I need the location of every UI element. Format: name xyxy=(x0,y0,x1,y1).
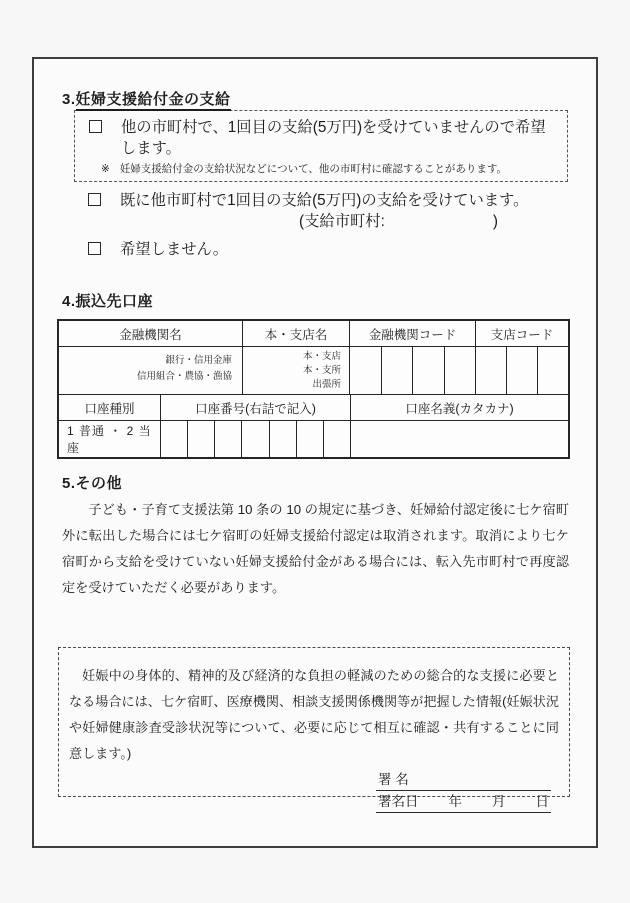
institution-code-cell[interactable] xyxy=(382,347,414,394)
branch-code-cells xyxy=(476,347,568,394)
institution-code-cell[interactable] xyxy=(445,347,476,394)
branch-type-option: 本・支店 xyxy=(302,351,341,362)
benefit-option1-row xyxy=(89,117,559,159)
paying-municipality-field[interactable] xyxy=(385,212,493,226)
checkbox-already-received[interactable] xyxy=(88,193,101,206)
account-number-cell[interactable] xyxy=(188,421,215,457)
other-body-text: 子ども・子育て支援法第 10 条の 10 の規定に基づき、妊婦給付認定後に七ケ宿町外に転出した場合には七ケ宿町の妊婦支援給付認定は取消されます。取消により七ケ宿町から支給を受けていない妊婦支援給付金がある場合には、転入先市町村で再度認定を受けていただく必要があります。 xyxy=(62,502,569,595)
col-account-number: 口座番号(右詰で記入) xyxy=(161,395,351,420)
col-institution-code: 金融機関コード xyxy=(350,321,476,346)
section-number: 5. xyxy=(62,475,76,492)
institution-type-options-line2: 信用組合・農協・漁協 xyxy=(136,371,232,382)
consent-body-text: 妊娠中の身体的、精神的及び経済的な負担の軽減のための総合的な支援に必要となる場合には、七ケ宿町、医療機関、相談支援関係機関等が把握した情報(妊娠状況や妊婦健康診査受診状況等について、必要に応じて相互に確認・共有することに同意します。) xyxy=(69,668,559,761)
signature-date-field[interactable] xyxy=(376,791,551,813)
section-account-title xyxy=(62,290,568,311)
section-benefit-title xyxy=(62,88,568,109)
table-header-row-1 xyxy=(59,321,568,347)
section-number: 3. xyxy=(62,91,76,108)
section-title-text: 振込先口座 xyxy=(75,293,154,310)
note-text: 妊婦支援給付金の支給状況などについて、他の市町村に確認することがあります。 xyxy=(119,163,508,175)
account-number-cell[interactable] xyxy=(270,421,297,457)
benefit-option2-row xyxy=(88,190,568,232)
benefit-option1-box xyxy=(74,110,568,182)
col-branch-name: 本・支店名 xyxy=(243,321,350,346)
note-marker: ※ xyxy=(101,163,110,175)
signature-block xyxy=(376,769,551,813)
checkbox-not-received[interactable] xyxy=(89,120,102,133)
benefit-option1-note xyxy=(101,162,559,177)
checkbox-decline[interactable] xyxy=(88,242,101,255)
branch-code-cell[interactable] xyxy=(476,347,507,394)
institution-code-cell[interactable] xyxy=(413,347,445,394)
section-number: 4. xyxy=(62,293,76,310)
section-account xyxy=(62,290,568,459)
account-number-cell[interactable] xyxy=(215,421,242,457)
bank-account-table xyxy=(57,319,570,459)
section-title-text: その他 xyxy=(75,475,123,492)
signature-label: 署 名 xyxy=(378,772,409,787)
institution-type-options-line1: 銀行・信用金庫 xyxy=(165,355,232,366)
account-holder-cell[interactable] xyxy=(351,421,568,457)
benefit-option3-row xyxy=(88,239,568,260)
section-other-title xyxy=(62,472,568,493)
paying-municipality-line xyxy=(299,211,570,232)
account-number-cells xyxy=(161,421,351,457)
section-title-text: 妊婦支援給付金の支給 xyxy=(76,91,231,111)
signature-date-label: 署名日 xyxy=(378,794,419,809)
table-input-row-2 xyxy=(59,421,568,457)
branch-name-cell[interactable] xyxy=(243,347,350,394)
section-other xyxy=(62,472,568,601)
institution-name-cell[interactable] xyxy=(59,347,243,394)
account-number-cell[interactable] xyxy=(242,421,269,457)
institution-code-cells xyxy=(350,347,476,394)
consent-box xyxy=(58,647,570,809)
col-account-type: 口座種別 xyxy=(59,395,161,420)
benefit-option1-label: 他の市町村で、1回目の支給(5万円)を受けていませんので希望します。 xyxy=(121,119,546,157)
benefit-option3-label: 希望しません。 xyxy=(120,241,228,258)
account-type-cell[interactable]: 1 普通 ・ 2 当座 xyxy=(59,421,161,457)
date-unit-year: 年 xyxy=(448,794,462,809)
benefit-option2-label: 既に他市町村で1回目の支給(5万円)の支給を受けています。 xyxy=(120,192,529,209)
table-header-row-2 xyxy=(59,395,568,421)
account-number-cell[interactable] xyxy=(324,421,350,457)
signature-field[interactable] xyxy=(376,769,551,791)
account-number-cell[interactable] xyxy=(297,421,324,457)
branch-type-option: 本・支所 xyxy=(302,365,341,376)
form-page-frame xyxy=(32,57,598,848)
date-unit-month: 月 xyxy=(492,794,506,809)
date-unit-day: 日 xyxy=(535,794,549,809)
account-number-cell[interactable] xyxy=(161,421,188,457)
col-institution-name: 金融機関名 xyxy=(59,321,243,346)
institution-code-cell[interactable] xyxy=(350,347,382,394)
section-benefit xyxy=(62,88,568,260)
col-branch-code: 支店コード xyxy=(490,327,554,342)
paying-municipality-close: ) xyxy=(492,213,498,230)
col-account-holder: 口座名義(カタカナ) xyxy=(405,401,514,416)
table-input-row-1 xyxy=(59,347,568,395)
paying-municipality-label: (支給市町村: xyxy=(299,213,385,230)
branch-type-option: 出張所 xyxy=(312,379,341,390)
branch-code-cell[interactable] xyxy=(507,347,538,394)
branch-code-cell[interactable] xyxy=(538,347,568,394)
